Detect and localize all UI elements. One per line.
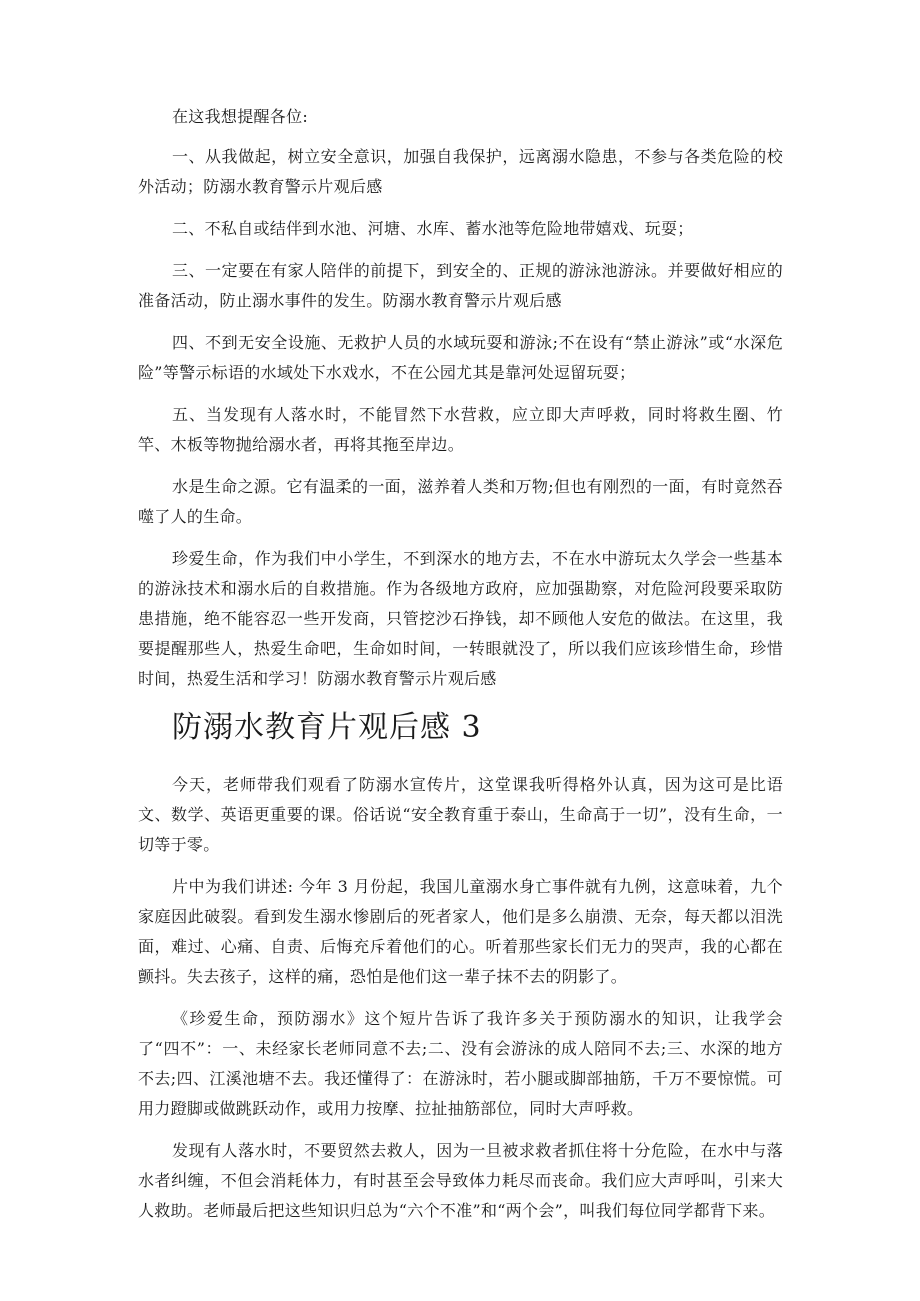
paragraph-cherish-life: 珍爱生命，作为我们中小学生，不到深水的地方去，不在水中游玩太久学会一些基本的游泳技术和溺水后的自救措施。作为各级地方政府，应加强勘察，对危险河段要采取防患措施，绝不能容忍一些开发商，只管挖沙石挣钱，却不顾他人安危的做法。在这里，我要提醒那些人，热爱生命吧，生命如时间，一转眼就没了，所以我们应该珍惜生命，珍惜时间，热爱生活和学习！防溺水教育警示片观后感 [138, 549, 783, 688]
paragraph-film-story: 片中为我们讲述: 今年 3 月份起，我国儿童溺水身亡事件就有九例，这意味着，九个家庭因此破裂。看到发生溺水惨剧后的死者家人，他们是多么崩溃、无奈，每天都以泪洗面，难过、心痛、自责、后悔充斥着他们的心。听着那些家长们无力的哭声，我的心都在颤抖。失去孩子，这样的痛，恐怕是他们这一辈子抹不去的阴影了。 [138, 877, 783, 986]
paragraph-rescue-advice: 发现有人落水时，不要贸然去救人，因为一旦被求救者抓住将十分危险，在水中与落水者纠缠，不但会消耗体力，有时甚至会导致体力耗尽而丧命。我们应大声呼叫，引来大人救助。老师最后把这些知识归总为“六个不准”和“两个会”，叫我们每位同学都背下来。 [138, 1141, 783, 1220]
paragraph-today: 今天，老师带我们观看了防溺水宣传片，这堂课我听得格外认真，因为这可是比语文、数学、英语更重要的课。俗话说“安全教育重于泰山，生命高于一切”，没有生命，一切等于零。 [138, 775, 783, 854]
paragraph-water-life: 水是生命之源。它有温柔的一面，滋养着人类和万物;但也有刚烈的一面，有时竟然吞噬了人的生命。 [138, 477, 783, 526]
paragraph-rule-1: 一、从我做起，树立安全意识，加强自我保护，远离溺水隐患，不参与各类危险的校外活动；防溺水教育警示片观后感 [138, 147, 783, 196]
paragraph-intro: 在这我想提醒各位: [172, 107, 309, 126]
paragraph-rule-2: 二、不私自或结伴到水池、河塘、水库、蓄水池等危险地带嬉戏、玩耍； [172, 219, 694, 238]
paragraph-rule-4: 四、不到无安全设施、无救护人员的水域玩耍和游泳;不在设有“禁止游泳”或“水深危险”等警示标语的水域处下水戏水，不在公园尤其是靠河处逗留玩耍； [138, 333, 783, 382]
paragraph-rule-3: 三、一定要在有家人陪伴的前提下，到安全的、正规的游泳池游泳。并要做好相应的准备活动，防止溺水事件的发生。防溺水教育警示片观后感 [138, 261, 783, 310]
section-heading: 防溺水教育片观后感 3 [172, 710, 482, 745]
paragraph-four-nots: 《珍爱生命，预防溺水》这个短片告诉了我许多关于预防溺水的知识，让我学会了“四不”：一、未经家长老师同意不去;二、没有会游泳的成人陪同不去;三、水深的地方不去;四、江溪池塘不去。我还懂得了：在游泳时，若小腿或脚部抽筋，千万不要惊慌。可用力蹬脚或做跳跃动作，或用力按摩、拉扯抽筋部位，同时大声呼救。 [138, 1009, 783, 1118]
document-page [138, 102, 783, 1238]
paragraph-rule-5: 五、当发现有人落水时，不能冒然下水营救，应立即大声呼救，同时将救生圈、竹竿、木板等物抛给溺水者，再将其拖至岸边。 [138, 405, 783, 454]
